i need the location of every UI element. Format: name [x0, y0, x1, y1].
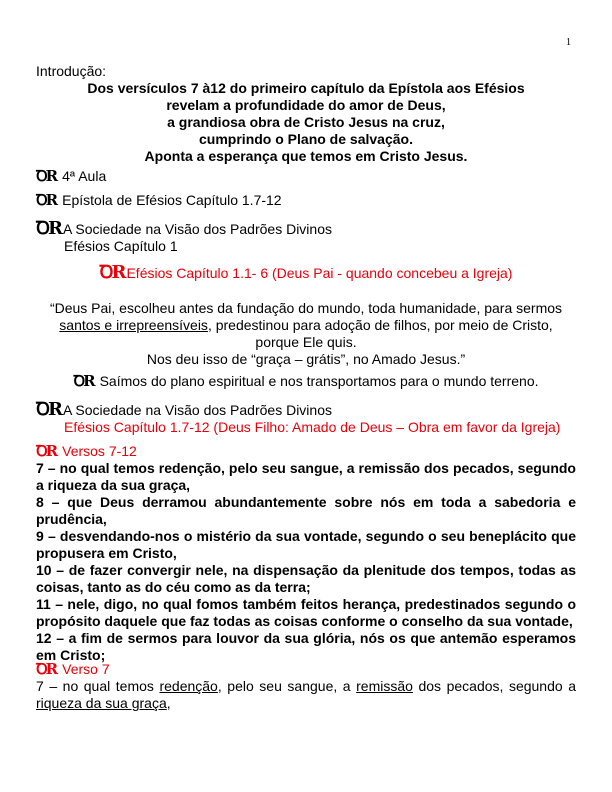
bullet-icon: ꝹR	[36, 660, 57, 678]
verso7-remissao: remissão	[356, 678, 413, 694]
sociedade1-title-text: A Sociedade na Visão dos Padrões Divinos	[62, 221, 332, 237]
bullet-icon: ꝹR	[36, 442, 57, 460]
quote-line-3: porque Ele quis.	[255, 334, 357, 350]
bullet-icon: ꝹR	[36, 399, 61, 420]
sociedade1-sub: Efésios Capítulo 1	[64, 238, 178, 254]
epistola-text: Epístola de Efésios Capítulo 1.7-12	[62, 192, 282, 208]
epistola-item	[36, 192, 282, 209]
intro-label: Introdução:	[36, 63, 107, 79]
verse-11: 11 – nele, digo, no qual fomos também feitos herança, predestinados segundo o propósito daquele que faz todas as coisas conforme o conselho da sua vontade,	[36, 596, 576, 629]
bullet-icon: ꝹR	[36, 191, 57, 209]
verso7-redencao: redenção	[159, 678, 218, 694]
sociedade1-title	[36, 220, 332, 238]
quote-line-2-rest: , predestinou para adoção de filhos, por meio de Cristo,	[207, 317, 553, 333]
aula-item	[36, 168, 106, 185]
verso7-p2: , pelo seu sangue, a	[217, 678, 357, 694]
verso7-heading	[36, 661, 110, 678]
bullet-icon: ꝹR	[36, 167, 57, 185]
verse-9: 9 – desvendando-nos o mistério da sua vontade, segundo o seu beneplácito que propusera em Cristo,	[36, 528, 576, 561]
sociedade2-title	[36, 401, 332, 419]
efesios-red-text: Efésios Capítulo 1.1- 6 (Deus Pai - quando concebeu a Igreja)	[126, 265, 513, 281]
quote-line-1: “Deus Pai, escolheu antes da fundação do mundo, toda humanidade, para sermos	[49, 300, 563, 316]
sociedade2-sub: Efésios Capítulo 1.7-12 (Deus Filho: Amado de Deus – Obra em favor da Igreja)	[64, 419, 561, 435]
verse-10: 10 – de fazer convergir nele, na dispensação da plenitude dos tempos, todas as coisas, tanto as do céu como as da terra;	[36, 562, 576, 595]
versos-heading-text: Versos 7-12	[62, 443, 137, 459]
verso7-riqueza: riqueza da sua graça	[36, 695, 167, 711]
verso7-p4: ,	[166, 695, 171, 711]
intro-line-3: a grandiosa obra de Cristo Jesus na cruz,	[167, 114, 445, 130]
efesios-red-heading	[36, 264, 576, 282]
verso7-text	[36, 678, 576, 712]
verso7-p1: 7 – no qual temos	[36, 678, 160, 694]
bullet-icon: ꝹR	[99, 262, 125, 283]
verse-12: 12 – a fim de sermos para louvor da sua glória, nós os que antemão esperamos em Cristo;	[36, 630, 576, 663]
intro-line-2: revelam a profundidade do amor de Deus,	[166, 97, 446, 113]
verso7-heading-text: Verso 7	[62, 661, 110, 677]
quote-line-4: Nos deu isso de “graça – grátis”, no Amado Jesus.”	[146, 351, 466, 367]
intro-line-4: cumprindo o Plano de salvação.	[199, 131, 413, 147]
verse-8: 8 – que Deus derramou abundantemente sobre nós em toda a sabedoria e prudência,	[36, 494, 576, 527]
aula-text: 4ª Aula	[62, 168, 107, 184]
verso7-paragraph	[36, 678, 576, 712]
page-number: 1	[566, 37, 571, 48]
intro-line-5: Aponta a esperança que temos em Cristo Jesus.	[144, 148, 468, 164]
verse-7: 7 – no qual temos redenção, pelo seu sangue, a remissão dos pecados, segundo a riqueza da sua graça,	[36, 460, 576, 493]
saimos-text: Saímos do plano espiritual e nos transportamos para o mundo terreno.	[99, 373, 539, 389]
quote-underlined: santos e irrepreensíveis	[59, 317, 208, 333]
bullet-icon: ꝹR	[73, 372, 94, 390]
bullet-icon: ꝹR	[36, 218, 61, 239]
quote-line-2	[36, 317, 576, 334]
verso7-p3: dos pecados, segundo a	[412, 678, 576, 694]
sociedade2-title-text: A Sociedade na Visão dos Padrões Divinos	[62, 402, 332, 418]
versos-heading	[36, 443, 137, 460]
intro-line-1: Dos versículos 7 à12 do primeiro capítulo da Epístola aos Efésios	[87, 80, 525, 96]
saimos-item	[36, 373, 576, 390]
verses-block	[36, 460, 576, 664]
